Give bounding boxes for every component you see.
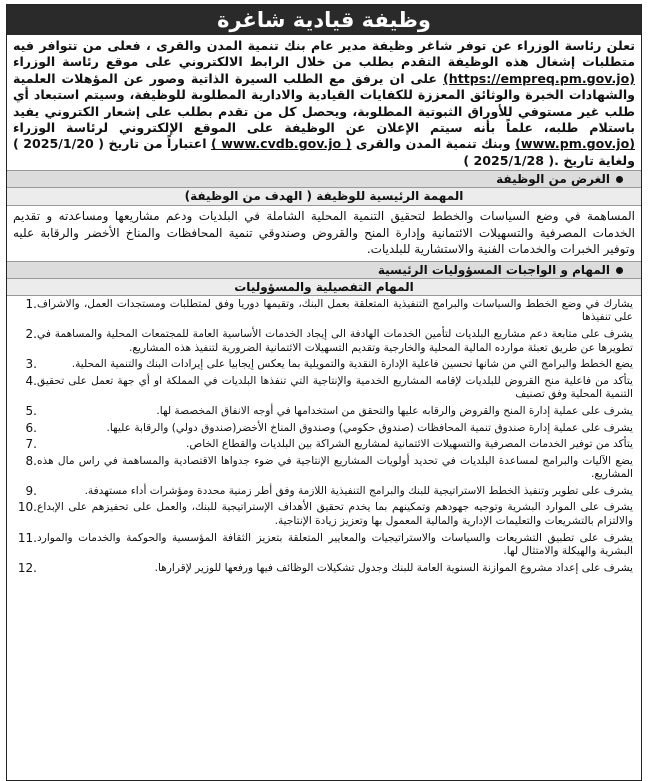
task-item xyxy=(11,438,637,452)
task-item xyxy=(11,501,637,528)
task-item xyxy=(11,358,637,372)
task-text: يشرف على عملية إدارة صندوق تنمية المحافظات (صندوق حكومي) وصندوق المناخ الأخضر(صندوق دولي) والرقابة عليها. xyxy=(106,421,633,434)
section-main-mission: المهمة الرئيسية للوظيفة ( الهدف من الوظيفة) xyxy=(7,188,641,206)
task-text: يشرف على تطوير وتنفيذ الخطط الاستراتيجية للبنك والبرامج التنفيذية اللازمة وفق أطر زمنية محددة ومؤشرات أداء مستهدفة. xyxy=(84,484,633,497)
task-item xyxy=(11,375,637,402)
bullet-icon xyxy=(616,267,623,274)
intro-text-3: وبنك تنمية المدن والقرى xyxy=(355,136,511,152)
intro-text-4: اعتباراً من تاريخ xyxy=(108,136,207,152)
task-number: 12. xyxy=(17,560,37,575)
purpose-text: المساهمة في وضع السياسات والخطط لتحقيق التنمية المحلية الشاملة في البلديات ودعم مشاريعها ومساعدته و تقديم الخدمات المصرفية والتسهيلات الائتمانية وإدارة المنح والقروض وصندوقي تنمية المحافظات والمناخ الأخضر والرقابة عليه وتوفير الخبرات والخدمات الفنية والاستشارية للبلديات. xyxy=(13,209,635,257)
intro-text-1: تعلن رئاسة الوزراء عن توفر شاغر وظيفة مدير عام بنك تنمية المدن والقرى ، فعلى من تتوافر فيه متطلبات إشغال هذه الوظيفة التقدم بطلب من خلال الرابط الالكتروني على موقع رئاسة الوزراء xyxy=(13,38,635,70)
cvdb-link[interactable]: ( www.cvdb.gov.jo ) xyxy=(211,136,352,152)
task-number: 8. xyxy=(25,453,37,468)
task-item xyxy=(11,422,637,436)
task-item xyxy=(11,405,637,419)
task-text: يشرف على الموارد البشرية وتوجيه جهودهم وتمكينهم بما يخدم تحقيق الأهداف الإستراتيجية للبنك، والعمل على تحفيزهم على الإبداع والالتزام بالتشريعات والتعليمات الإدارية والمالية المعمول بها وتعزيز زيادة الإنتاجية. xyxy=(37,501,633,528)
task-text: يشرف على متابعة دعم مشاريع البلديات لتأمين الخدمات الهادفة الى إيجاد الخدمات الأساسية العامة للمجتمعات المحلية والمساهمة في تطويرها عن طريق تعبئة موارده المالية المحلية والخارجية وتقديم التسهيلات الائتمانية الضرورية لتنفيذ هذه المشاريع. xyxy=(37,327,633,354)
task-number: 3. xyxy=(25,357,37,372)
empreq-link[interactable]: (https://empreq.pm.gov.jo) xyxy=(442,70,635,86)
task-number: 10. xyxy=(17,500,37,515)
pm-link[interactable]: (www.pm.gov.jo) xyxy=(515,136,635,152)
bullet-icon xyxy=(616,176,623,183)
task-text: يشرف على إعداد مشروع الموازنة السنوية العامة للبنك وجدول تشكيلات الوظائف فيها ورفعها للوزير لإقرارها. xyxy=(154,561,633,574)
job-announcement xyxy=(6,4,642,781)
intro-text-5: ولغاية تاريخ xyxy=(563,152,635,168)
date-to: ( 2025/1/28 ). xyxy=(463,152,559,168)
task-number: 7. xyxy=(25,437,37,452)
task-number: 9. xyxy=(25,483,37,498)
section-purpose xyxy=(7,170,641,188)
task-text: يتأكد من توفير الخدمات المصرفية والتسهيلات الائتمانية لمشاريع الشراكة بين البلديات والقطاع الخاص. xyxy=(186,438,633,451)
task-number: 2. xyxy=(25,326,37,341)
page-title: وظيفة قيادية شاغرة xyxy=(7,5,641,35)
task-item xyxy=(11,455,637,482)
task-item xyxy=(11,328,637,355)
task-text: يشارك في وضع الخطط والسياسات والبرامج التنفيذية المتعلقة بعمل البنك، وتقيمها دوريا وفق لمتطلبات ومستجدات العمل، والاشراف على تنفيذها xyxy=(37,297,633,324)
task-text: يشرف على تطبيق التشريعات والسياسات والاستراتيجيات والمعايير المتعلقة بتعزيز الثقافة المؤسسية والحوكمة والخدمات والموارد البشرية والهيكلة والامتثال لها. xyxy=(37,531,633,558)
task-text: يضع الآليات والبرامج لمساعدة البلديات في تحديد أولويات المشاريع الإنتاجية في ضوء جدواها الاقتصادية والمساهمة في راس مال هذه المشاريع. xyxy=(37,454,633,481)
task-number: 1. xyxy=(25,296,37,311)
task-item xyxy=(11,562,637,576)
intro-paragraph xyxy=(7,37,641,170)
section-detailed: المهام التفصيلية والمسؤوليات xyxy=(7,279,641,296)
task-item xyxy=(11,485,637,499)
task-number: 5. xyxy=(25,403,37,418)
task-item xyxy=(11,532,637,559)
intro-text-2: على ان يرفق مع الطلب السيرة الذاتية وصور عن المؤهلات العلمية والشهادات الخبرة والوثائق المعززة للكفايات القيادية والادارية المطلوبة للوظيفة، وسيتم استبعاد أي طلب غير مستوفي للأوراق الثبوتية المطلوبة، ويحصل كل من تقدم بطلب على إشعار الكتروني يفيد باستلام طلبه، علماً بأنه سيتم الإعلان عن الوظيفة على الموقع الإلكتروني لرئاسة الوزراء xyxy=(13,70,635,136)
task-list xyxy=(7,296,641,576)
task-text: يضع الخطط والبرامج التي من شانها تحسين فاعلية الإدارة النقدية والتمويلية بما يعكس إيجابيا على إيرادات البنك والتنمية المحلية. xyxy=(71,358,633,371)
section-duties xyxy=(7,261,641,279)
date-from: ( 2025/1/20 ) xyxy=(13,136,104,152)
task-number: 11. xyxy=(17,530,37,545)
task-text: يتأكد من فاعلية منح القروض للبلديات لإقامه المشاريع الخدمية والإنتاجية التي تنفذها البلديات في المملكة او أي جهة تعمل على تحقيق التنمية المحلية وفق تصنيف xyxy=(37,374,633,401)
section-duties-label: المهام و الواجبات المسؤوليات الرئيسية xyxy=(377,262,610,277)
task-number: 4. xyxy=(25,373,37,388)
task-number: 6. xyxy=(25,420,37,435)
task-text: يشرف على عملية إدارة المنح والقروض والرقابه عليها والتحقق من استخدامها في أوجه الانفاق المخصصة لها. xyxy=(156,404,633,417)
section-purpose-label: الغرض من الوظيفة xyxy=(496,172,610,187)
task-item xyxy=(11,298,637,325)
